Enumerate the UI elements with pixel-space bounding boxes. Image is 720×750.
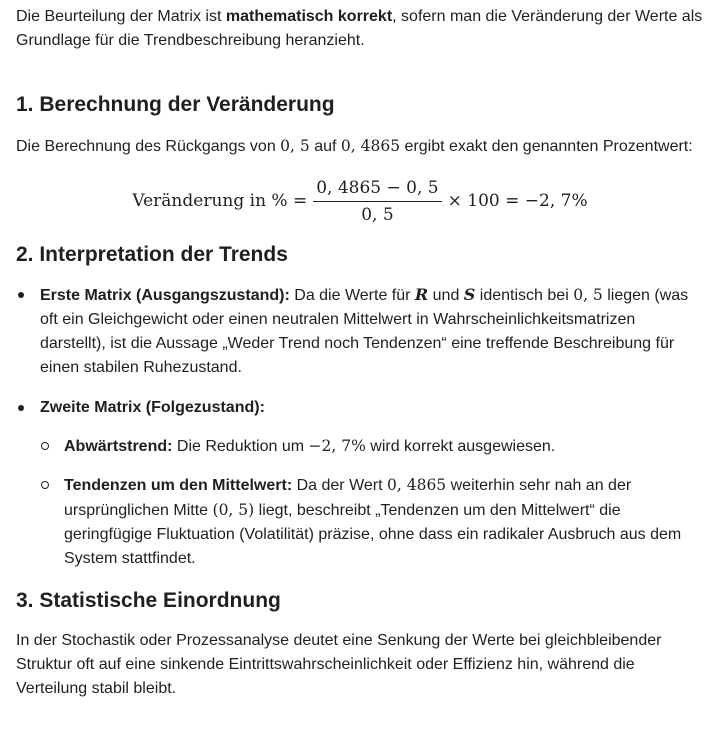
- first-matrix-value: 0, 5: [573, 286, 603, 304]
- first-matrix-text-3: identisch bei: [475, 287, 574, 304]
- calc-text-b: auf: [309, 138, 341, 155]
- variable-s: S: [463, 285, 476, 304]
- list-item-first-matrix: [16, 283, 704, 380]
- calculation-paragraph: [16, 134, 704, 159]
- intro-paragraph: [16, 5, 704, 53]
- first-matrix-label: Erste Matrix (Ausgangszustand):: [40, 287, 290, 304]
- section-heading-interpretation: 2. Interpretation der Trends: [16, 243, 288, 266]
- list-item-second-matrix: [16, 396, 704, 571]
- first-matrix-text-1: Da die Werte für: [289, 287, 415, 304]
- mean-tendencies-value-1: 0, 4865: [387, 476, 447, 494]
- calc-value-start: 0, 5: [280, 137, 310, 155]
- downtrend-text-1: Die Reduktion um: [172, 438, 309, 455]
- calc-text-c: ergibt exakt den genannten Prozentwert:: [400, 138, 693, 155]
- section-heading-statistical: 3. Statistische Einordnung: [16, 589, 281, 612]
- formula-lhs: Veränderung in % =: [132, 191, 308, 211]
- sublist-item-downtrend: [40, 434, 704, 459]
- variable-r: R: [414, 285, 429, 304]
- intro-emphasis: mathematisch korrekt: [225, 8, 393, 25]
- downtrend-text-2: wird korrekt ausgewiesen.: [365, 438, 556, 455]
- mean-tendencies-text-2: weiterhin sehr nah an der ursprünglichen Mitte: [64, 477, 632, 519]
- downtrend-value: −2, 7%: [308, 437, 366, 455]
- mean-tendencies-value-2: (0, 5): [212, 501, 255, 519]
- sublist-item-mean-tendencies: [40, 473, 704, 571]
- formula-fraction: [313, 177, 441, 226]
- section-heading-calculation: 1. Berechnung der Veränderung: [16, 93, 335, 116]
- formula-rhs: × 100 = −2, 7%: [447, 191, 588, 211]
- calc-value-end: 0, 4865: [340, 137, 401, 155]
- intro-text-start: Die Beurteilung der Matrix ist: [16, 8, 226, 25]
- mean-tendencies-text-3: liegt, beschreibt „Tendenzen um den Mittelwert“ die geringfügige Fluktuation (Volatilität) präzise, ohne dass ein radikaler Ausbruch aus dem System stattfindet.: [64, 502, 682, 567]
- second-matrix-label: Zweite Matrix (Folgezustand):: [40, 399, 265, 416]
- intro-text-end: , sofern man die Veränderung der Werte als Grundlage für die Trendbeschreibung heranzieht.: [16, 8, 703, 49]
- second-matrix-sublist: [40, 434, 704, 571]
- downtrend-label: Abwärtstrend:: [64, 438, 173, 455]
- percent-change-formula: [16, 175, 704, 227]
- interpretation-list: [16, 283, 704, 571]
- first-matrix-text-2: und: [428, 287, 464, 304]
- calc-text-a: Die Berechnung des Rückgangs von: [16, 138, 281, 155]
- statistical-paragraph: In der Stochastik oder Prozessanalyse deutet eine Senkung der Werte bei gleichbleibender Struktur oft auf eine sinkende Eintrittswahrscheinlichkeit oder Effizienz hin, während die Verteilung stabil bleibt.: [16, 632, 662, 697]
- formula-denominator: 0, 5: [361, 204, 394, 225]
- mean-tendencies-label: Tendenzen um den Mittelwert:: [64, 477, 293, 494]
- formula-numerator: 0, 4865 − 0, 5: [313, 177, 441, 202]
- first-matrix-text-4: liegen (was oft ein Gleichgewicht oder einen neutralen Mittelwert in Wahrscheinlichkeitsmatrizen darstellt), ist die Aussage „Weder Trend noch Tendenzen“ eine treffende Beschreibung für einen stabilen Ruhezustand.: [40, 287, 689, 376]
- mean-tendencies-text-1: Da der Wert: [292, 477, 387, 494]
